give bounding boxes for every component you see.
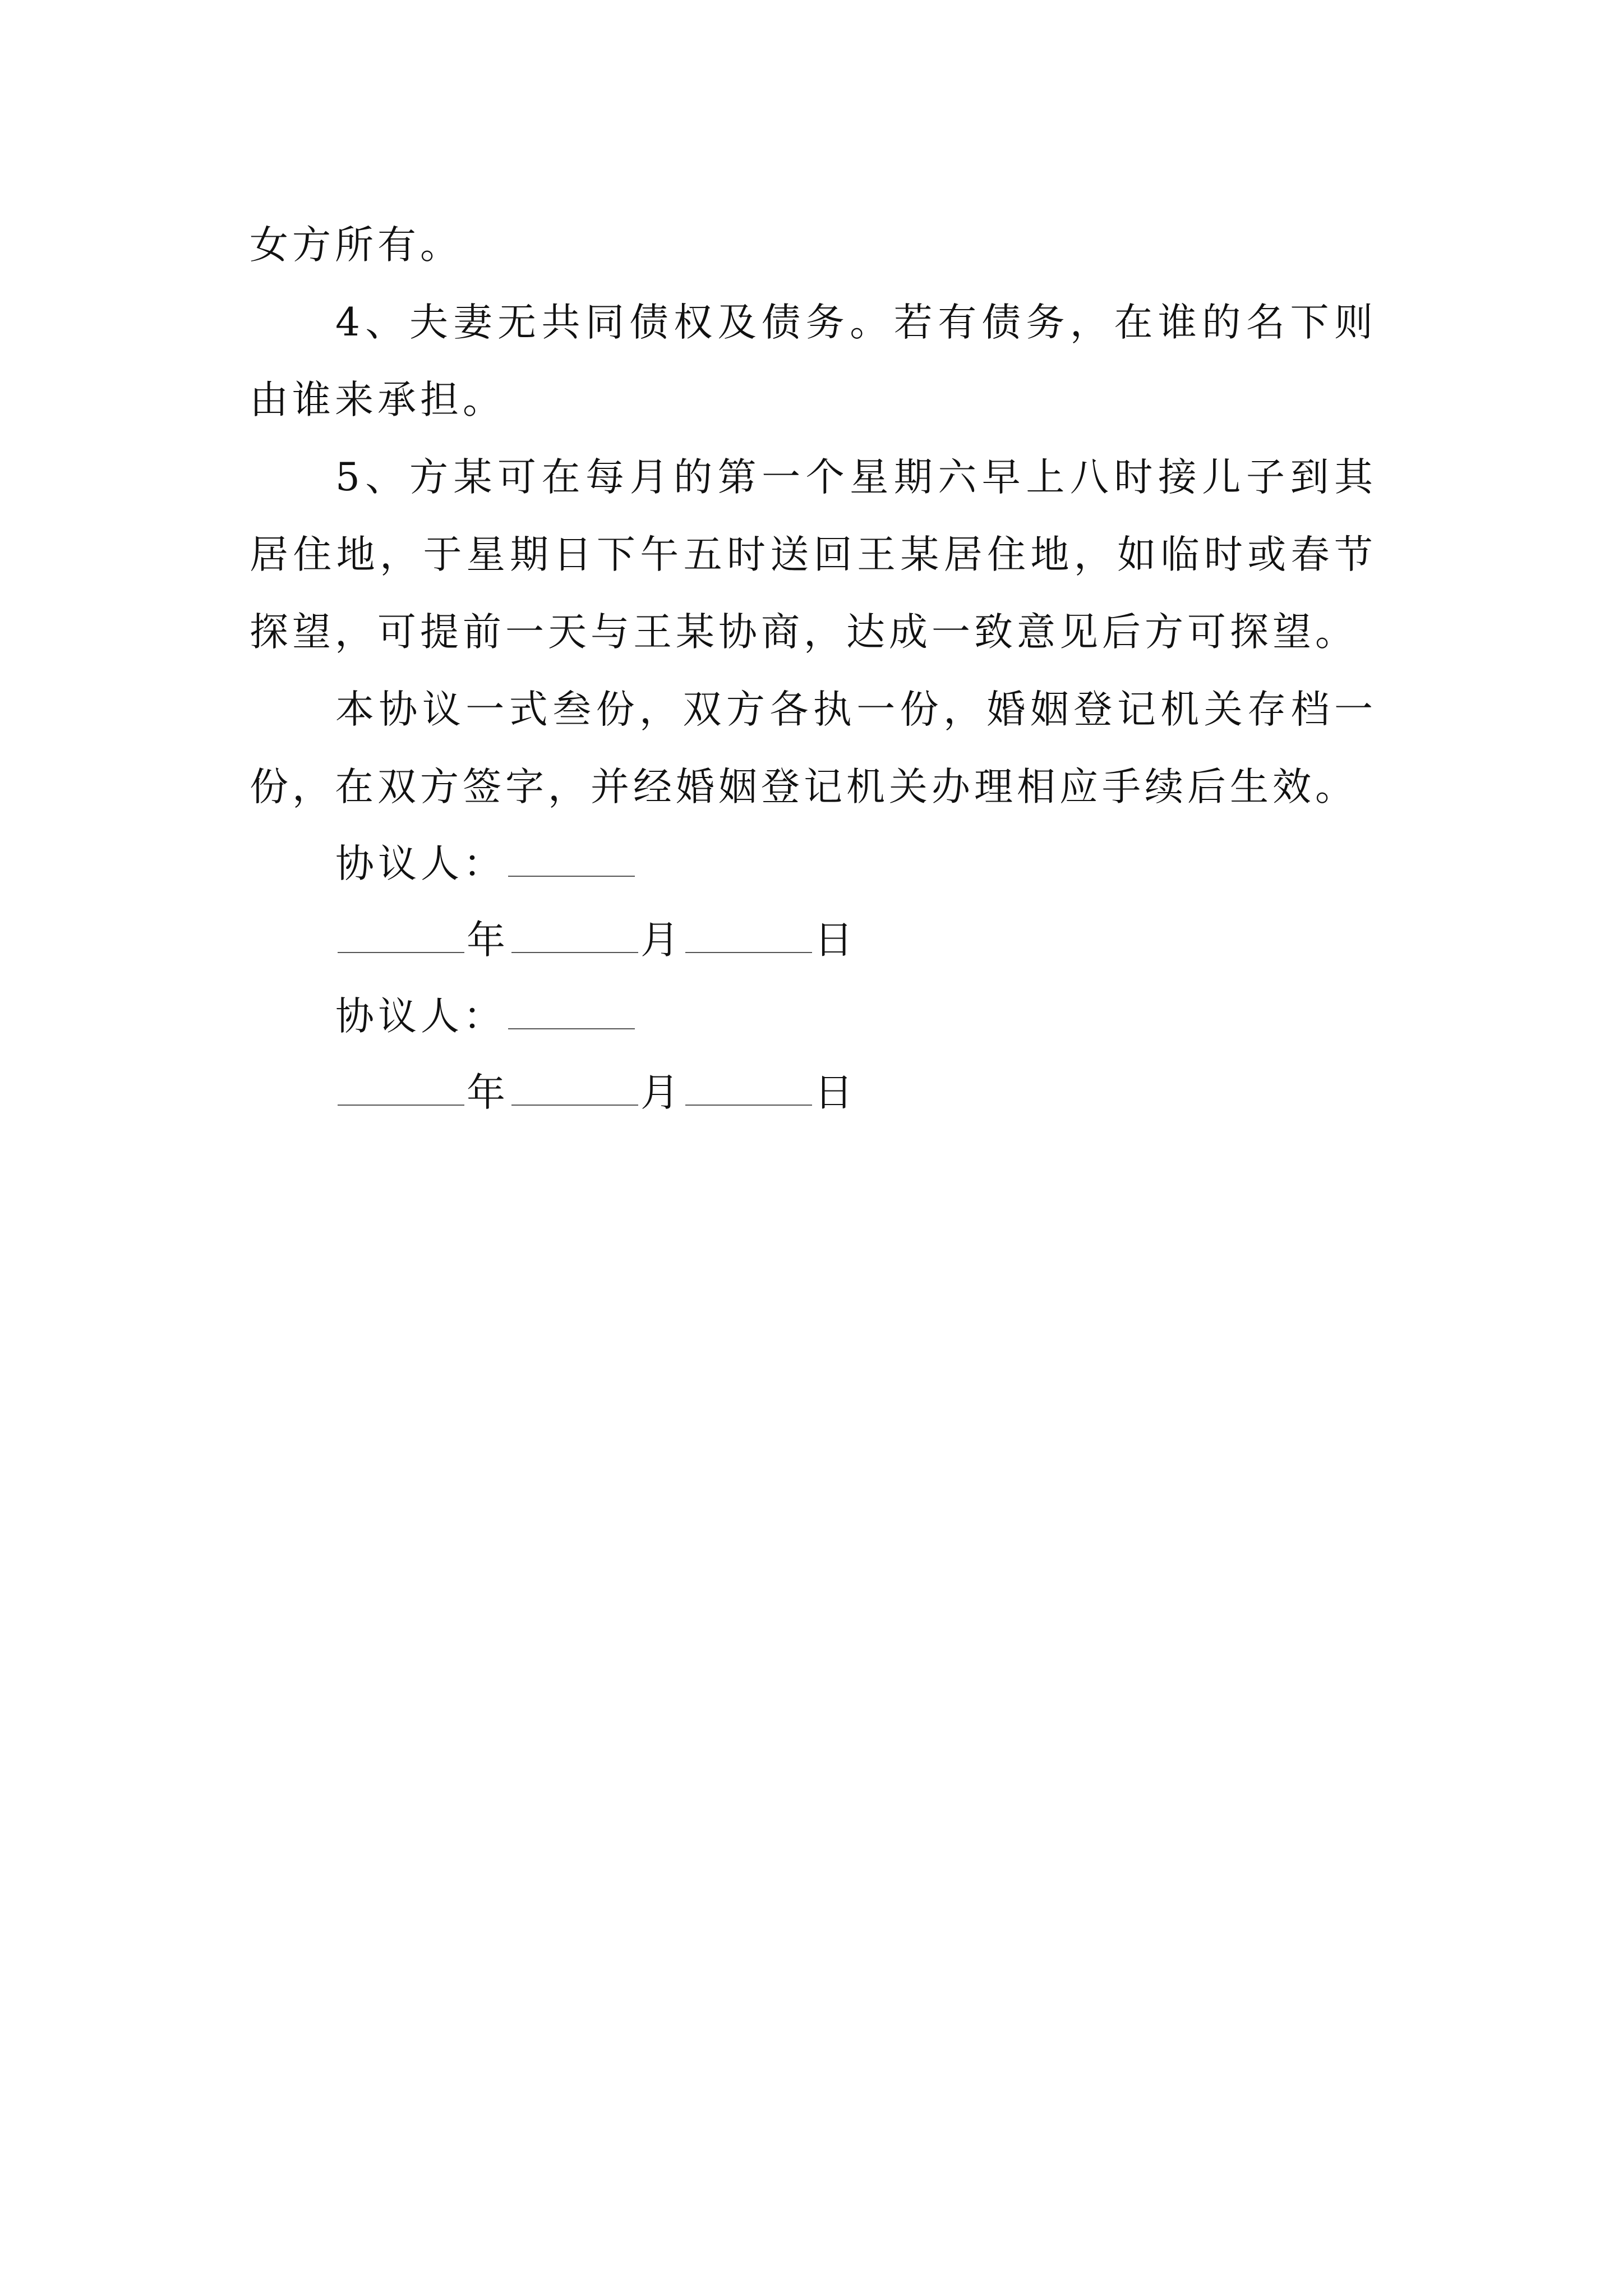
signatory-label: 协议人： xyxy=(335,841,506,886)
day-label: 日 xyxy=(814,1070,857,1115)
year-blank xyxy=(338,1099,464,1106)
month-label: 月 xyxy=(640,918,683,963)
paragraph-visitation: 5、方某可在每月的第一个星期六早上八时接儿子到其居住地，于星期日下午五时送回王某居住地，如临时或春节探望，可提前一天与王某协商，达成一致意见后方可探望。 xyxy=(250,455,1377,655)
day-blank xyxy=(685,1099,812,1106)
day-blank xyxy=(685,946,812,953)
date-line-1 xyxy=(250,902,1377,978)
year-blank xyxy=(338,946,464,953)
date-line-2 xyxy=(250,1055,1377,1131)
signatory-line-2 xyxy=(250,978,1377,1055)
paragraph-debts: 4、夫妻无共同债权及债务。若有债务，在谁的名下则由谁来承担。 xyxy=(250,300,1377,422)
paragraph-copies: 本协议一式叁份，双方各执一份，婚姻登记机关存档一份，在双方签字，并经婚姻登记机关办理相应手续后生效。 xyxy=(250,687,1377,809)
signature-blank xyxy=(508,1023,635,1029)
year-label: 年 xyxy=(467,918,509,963)
month-blank xyxy=(511,946,638,953)
signatory-line-1 xyxy=(250,826,1377,902)
day-label: 日 xyxy=(814,918,857,963)
paragraph-continuation: 女方所有。 xyxy=(250,223,463,268)
year-label: 年 xyxy=(467,1070,509,1115)
signature-blank xyxy=(508,870,635,877)
signatory-label: 协议人： xyxy=(335,994,506,1039)
month-blank xyxy=(511,1099,638,1106)
month-label: 月 xyxy=(640,1070,683,1115)
document-body xyxy=(250,206,1377,1131)
